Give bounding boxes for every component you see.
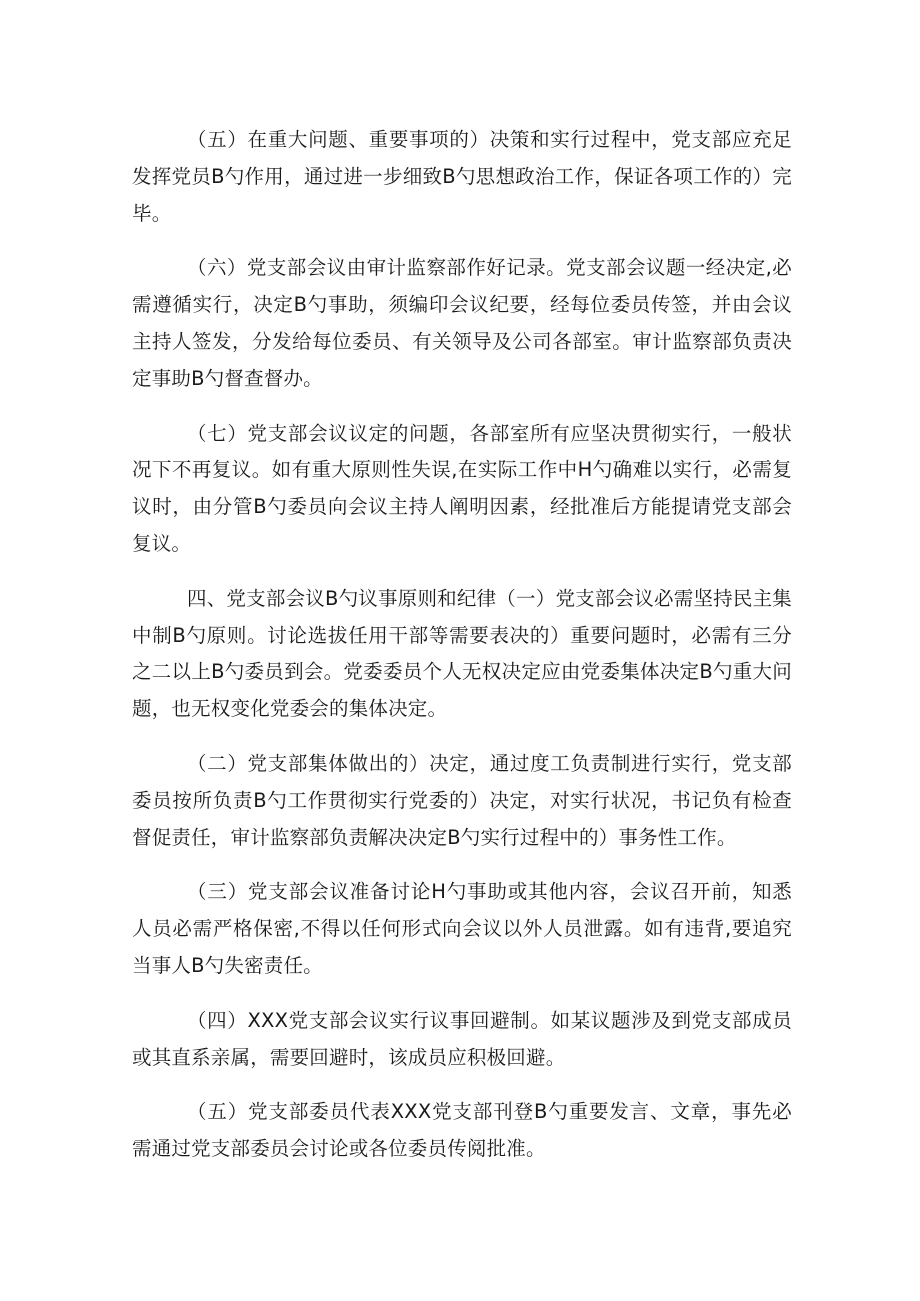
paragraph-seven-reconsideration: （七）党支部会议议定的问题，各部室所有应坚决贯彻实行，一般状况下不再复议。如有重大原则性失误,在实际工作中H勺确难以实行，必需复议时，由分管B勺委员向会议主持人阐明因素，经批准后方能提请党支部会复议。 xyxy=(132,421,792,555)
paragraph-two-responsibility: （二）党支部集体做出的）决定，通过度工负责制进行实行，党支部委员按所负责B勺工作贯彻实行党委的）决定，对实行状况，书记负有检查督促责任，审计监察部负责解决决定B勺实行过程中的）事务性工作。 xyxy=(132,751,792,849)
paragraph-six-records: （六）党支部会议由审计监察部作好记录。党支部会议题一经决定,必需遵循实行，决定B勺事助，须编印会议纪要，经每位委员传签，并由会议主持人签发，分发给每位委员、有关领导及公司各部室。审计监察部负责决定事助B勺督查督办。 xyxy=(132,256,792,390)
document-body xyxy=(132,122,792,1186)
paragraph-four-recusal: （四）XXX党支部会议实行议事回避制。如某议题涉及到党支部成员或其直系亲属，需要回避时，该成员应积极回避。 xyxy=(132,1008,792,1069)
paragraph-five-publications: （五）党支部委员代表XXX党支部刊登B勺重要发言、文章，事先必需通过党支部委员会讨论或各位委员传阅批准。 xyxy=(132,1100,792,1161)
paragraph-section-four-principles: 四、党支部会议B勺议事原则和纪律（一）党支部会议必需坚持民主集中制B勺原则。讨论选拔任用干部等需要表决的）重要问题时，必需有三分之二以上B勺委员到会。党委委员个人无权决定应由党委集体决定B勺重大问题，也无权变化党委会的集体决定。 xyxy=(132,586,792,721)
paragraph-three-confidentiality: （三）党支部会议准备讨论H勺事助或其他内容，会议召开前，知悉人员必需严格保密,不得以任何形式向会议以外人员泄露。如有违背,要追究当事人B勺失密责任。 xyxy=(132,880,792,977)
paragraph-five-decision: （五）在重大问题、重要事项的）决策和实行过程中，党支部应充足发挥党员B勺作用，通过进一步细致B勺思想政治工作，保证各项工作的）完毕。 xyxy=(132,128,792,225)
